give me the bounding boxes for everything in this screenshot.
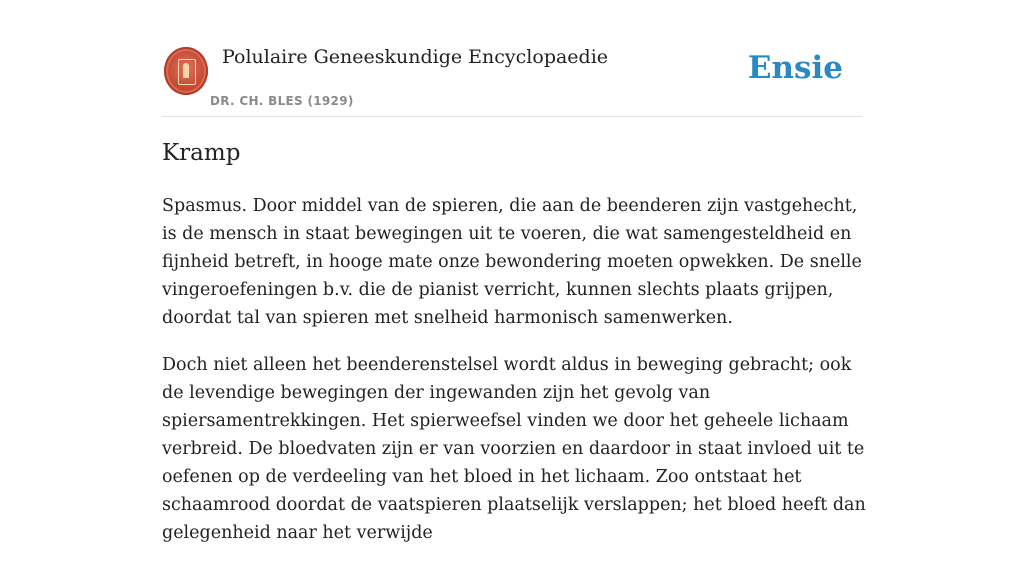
article-paragraph: Spasmus. Door middel van de spieren, die aan de beenderen zijn vastgehecht, is de mensch in staat bewegingen uit te voeren, die wat samengesteldheid en fijnheid betreft, in hooge mate onze bewondering moeten opwekken. De snelle vingeroefeningen b.v. die de pianist verricht, kunnen slechts plaats grijpen, doordat tal van spieren met snelheid harmonisch samenwerken. (162, 196, 862, 328)
brand-logo[interactable]: Ensie (747, 50, 843, 86)
cover-figure (183, 63, 189, 78)
header (162, 40, 862, 117)
encyclopedia-title[interactable]: Polulaire Geneeskundige Encyclopaedie (222, 46, 609, 68)
article-body (162, 192, 867, 566)
article-paragraph: Doch niet alleen het beenderenstelsel wordt aldus in beweging gebracht; ook de levendige bewegingen der ingewanden zijn het gevolg van spiersamentrekkingen. Het spierweefsel vinden we door het geheele lichaam verbreid. De bloedvaten zijn er van voorzien en daardoor in staat invloed uit te oefenen op de verdeeling van het bloed in het lichaam. Zoo ontstaat het schaamrood doordat de vaatspieren plaatselijk verslappen; het bloed heeft dan gelegenheid naar het verwijde (162, 355, 866, 543)
author-label: DR. CH. BLES (1929) (210, 94, 354, 108)
entry-title: Kramp (162, 140, 241, 166)
book-cover-icon[interactable] (164, 47, 208, 95)
